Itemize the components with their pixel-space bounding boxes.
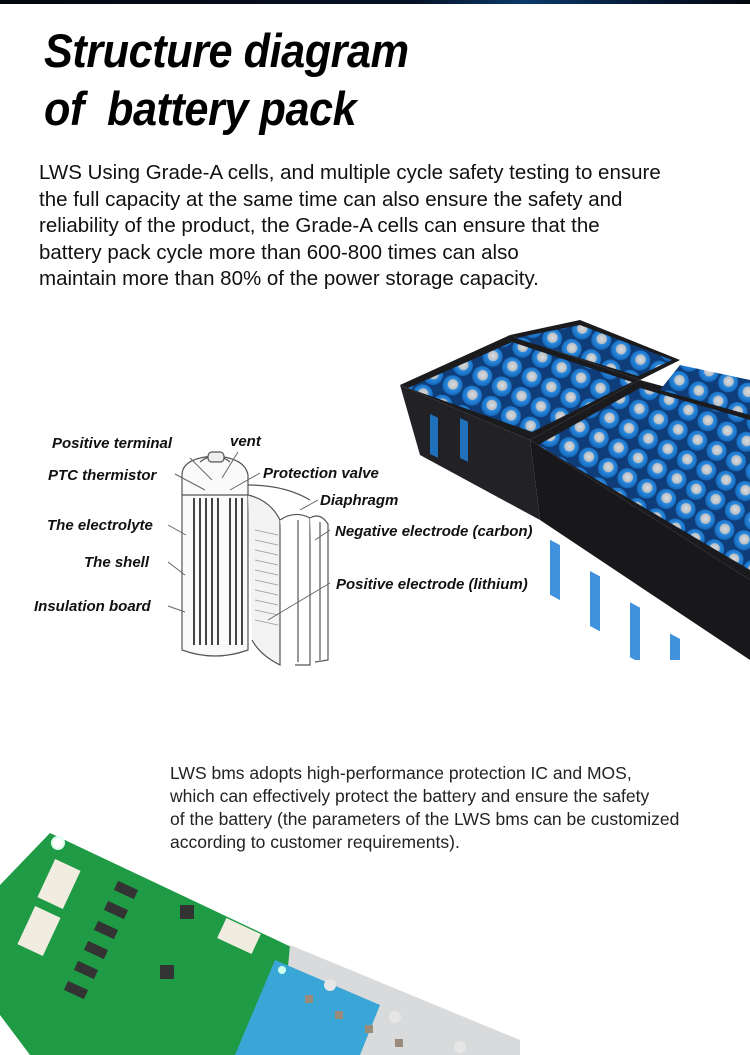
bms-board-image	[0, 825, 520, 1055]
battery-pack-image	[400, 320, 750, 660]
intro-line: the full capacity at the same time can also ensure the safety and	[39, 187, 623, 211]
intro-line: LWS Using Grade-A cells, and multiple cycle safety testing to ensure	[39, 161, 661, 184]
intro-line: reliability of the product, the Grade-A cells can ensure that the	[39, 214, 600, 237]
label-positive-electrode: Positive electrode (lithium)	[336, 576, 528, 593]
bms-line: LWS bms adopts high-performance protection IC and MOS,	[170, 763, 632, 783]
label-ptc-thermistor: PTC thermistor	[48, 467, 157, 484]
intro-paragraph	[39, 160, 739, 293]
title-line-1: Structure diagram	[44, 24, 409, 77]
intro-line: maintain more than 80% of the power storage capacity.	[39, 267, 539, 290]
label-insulation-board: Insulation board	[34, 598, 151, 615]
top-banner-strip	[0, 0, 750, 4]
bms-line: which can effectively protect the battery and ensure the safety	[170, 786, 650, 806]
label-electrolyte: The electrolyte	[47, 517, 153, 534]
label-diaphragm: Diaphragm	[320, 492, 399, 509]
label-positive-terminal: Positive terminal	[52, 435, 173, 452]
intro-line: battery pack cycle more than 600-800 times can also	[39, 240, 519, 264]
label-protection-valve: Protection valve	[263, 465, 379, 482]
label-vent: vent	[230, 433, 261, 450]
bms-line: according to customer requirements).	[170, 832, 460, 852]
page-title	[44, 22, 409, 138]
bms-line: of the battery (the parameters of the LWS bms can be customized	[170, 809, 680, 829]
label-negative-electrode: Negative electrode (carbon)	[335, 523, 533, 540]
title-line-2: of battery pack	[44, 82, 357, 135]
label-shell: The shell	[84, 554, 150, 571]
